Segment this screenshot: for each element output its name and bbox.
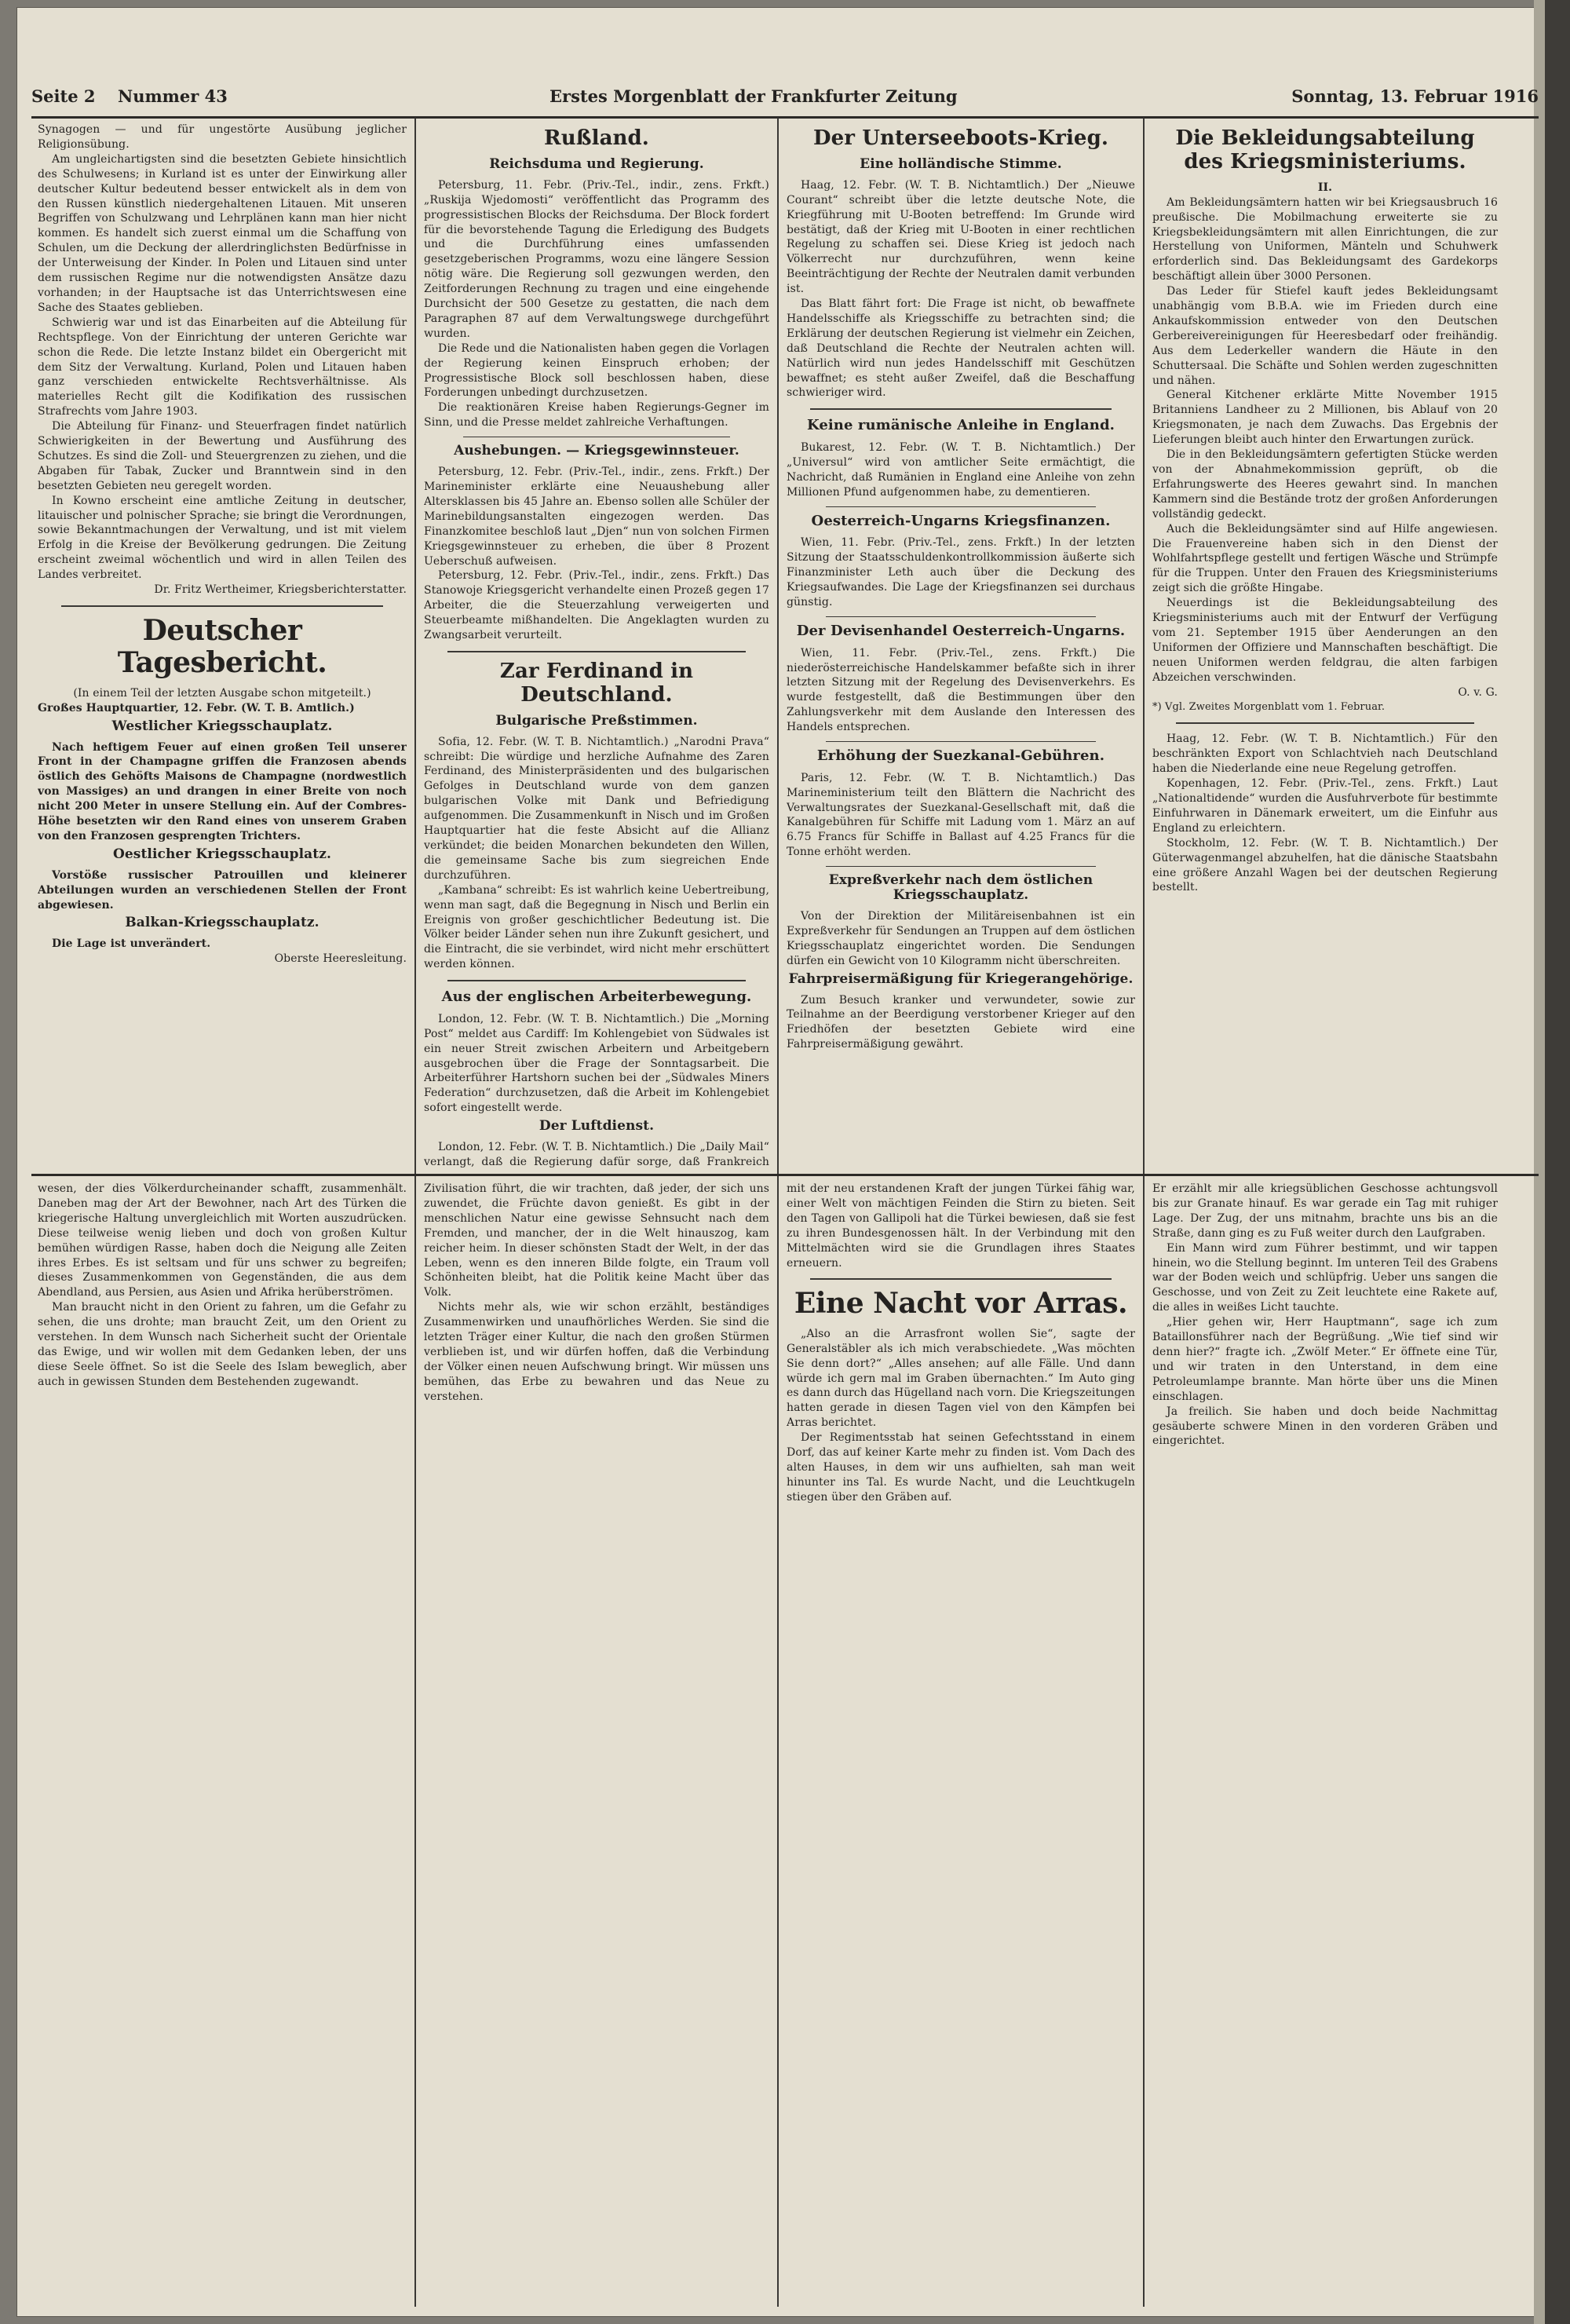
middle-rule [31,1174,1539,1176]
column-3 [787,122,1135,1171]
headline: Der Unterseeboots-Krieg. [812,126,1109,150]
dateline: Großes Hauptquartier, 12. Febr. (W. T. B. Amtlich.) [38,701,355,714]
article-paragraph: Auch die Bekleidungsämter sind auf Hilfe angewiesen. Die Frauenvereine haben sich in den Dienst der Wohlfahrtspflege gestellt und fertigen Wäsche und Strümpfe für die Truppen. Unter den Frauen des Kriegsministeriums zeigt sich die größte Hingabe. [1152,522,1498,595]
headline: Aus der englischen Arbeiterbewegung. [441,988,752,1006]
part-number: II. [1317,181,1333,194]
report-paragraph: Die Lage ist unverändert. [52,937,211,951]
article-paragraph: Der Regimentsstab hat seinen Gefechtsstand in einem Dorf, das auf keiner Karte mehr zu finden ist. Vom Dach des alten Hauses, in dem wir uns aufhielten, sah man weit hinunter ins Tal. Es wurde Nacht, und die Leuchtkugeln stiegen über den Gräben auf. [787,1431,1135,1504]
article-paragraph: Wien, 11. Febr. (Priv.-Tel., zens. Frkft.) Die niederösterreichische Handelskammer befaßte sich in ihrer letzten Sitzung mit der Regelung des Devisenverkehrs. Es wurde festgestellt, daß die Bestimmungen über den Zahlungsverkehr mit dem Auslande den Interessen des Handels entsprechen. [787,646,1135,734]
subheading: Expreßverkehr nach dem östlichen Kriegsschauplatz. [828,872,1094,904]
separator [826,506,1096,507]
separator [810,1278,1112,1280]
article-paragraph: Kopenhagen, 12. Febr. (Priv.-Tel., zens. Frkft.) Laut „Nationaltidende“ wurden die Ausfuhrverbote für bestimmte Einfuhrwaren in Dänemark erweitert, um die Einfuhr aus England zu erleichtern. [1152,777,1498,835]
article-paragraph: London, 12. Febr. (W. T. B. Nichtamtlich.) Die „Morning Post“ meldet aus Cardiff: Im Kohlengebiet von Südwales ist ein neuer Streit zwischen Arbeitern und Arbeitgebern ausgebrochen über die Frage der Sonntagsarbeit. Die Arbeiterführer Hartshorn suchen bei der „Südwales Miners Federation“ durchzusetzen, daß die Arbeit im Kohlengebiet sofort eingestellt werde. [424,1012,769,1115]
article-paragraph: London, 12. Febr. (W. T. B. Nichtamtlich.) Die „Daily Mail“ verlangt, daß die Regierung dafür sorge, daß Frankreich [424,1141,769,1169]
article-paragraph: Haag, 12. Febr. (W. T. B. Nichtamtlich.) Für den beschränkten Export von Schlachtvieh nach Deutschland haben die Niederlande eine neue Regelung getroffen. [1152,733,1498,776]
column-rule [1143,118,1145,1174]
article-paragraph: „Kambana“ schreibt: Es ist wahrlich keine Uebertreibung, wenn man sagt, daß die Begegnung in Nisch und Berlin ein Ereignis von großer geschichtlicher Bedeutung ist. Die Völker beider Länder sehen nun ihre Zukunft gesichert, und die Eintracht, die sie verbindet, wird nicht mehr erschüttert werden können. [424,883,769,971]
subheading: Westlicher Kriegsschauplatz. [111,718,333,734]
column-1 [38,122,407,1171]
subheading: Fahrpreisermäßigung für Kriegerangehörige. [788,970,1134,987]
column-rule [777,118,779,1174]
article-paragraph: Petersburg, 12. Febr. (Priv.-Tel., indir., zens. Frkft.) Das Stanowoje Kriegsgericht verhandelte einen Prozeß gegen 17 Arbeiter, die die Steuerzahlung verweigerten und Steuerbeamte mißhandelten. Die Angeklagten wurden zu Zwangsarbeit verurteilt. [424,569,769,642]
article-paragraph: Paris, 12. Febr. (W. T. B. Nichtamtlich.) Das Marineministerium teilt den Blättern die Nachricht des Verwaltungsrates der Suezkanal-Gesellschaft mit, daß die Kanalgebühren für Schiffe mit Ladung vom 1. März an auf 6.75 Francs für Schiffe in Ballast auf 4.25 Francs für die Tonne erhöht werden. [787,771,1135,859]
signature: Oberste Heeresleitung. [274,952,407,966]
article-paragraph: Haag, 12. Febr. (W. T. B. Nichtamtlich.) Der „Nieuwe Courant“ schreibt über die letzte deutsche Note, die Kriegführung mit U-Booten betreffend: Im Grunde wird bestätigt, daß der Krieg mit U-Booten in einer rechtlichen Regelung zu schaffen sei. Diese Krieg ist jedoch nach Völkerrecht nur durchzuführen, wenn keine Beeinträchtigung der Rechte der Neutralen damit verbunden ist. [787,178,1135,296]
page-edge-shadow [1534,0,1570,2324]
top-rule [31,116,1539,119]
column-rule [1143,1176,1145,2307]
subheading: Eine holländische Stimme. [860,155,1062,172]
article-paragraph: „Hier gehen wir, Herr Hauptmann“, sage ich zum Bataillonsführer nach der Begrüßung. „Wie tief sind wir denn hier?“ fragte ich. „Zwölf Meter.“ Er öffnete eine Tür, und wir traten in den Unterstand, in dem eine Petroleumlampe brannte. Man hörte über uns die Minen einschlagen. [1152,1316,1498,1403]
subheading: Oestlicher Kriegsschauplatz. [112,846,332,862]
article-paragraph: Er erzählt mir alle kriegsüblichen Geschosse achtungsvoll bis zur Granate hinauf. Es war gerade ein Tag mit ruhiger Lage. Der Zug, der uns mitnahm, brachte uns bis an die Straße, dann ging es zu Fuß weiter durch den Laufgraben. [1152,1182,1498,1240]
headline: Keine rumänische Anleihe in England. [806,417,1115,434]
article-paragraph: Schwierig war und ist das Einarbeiten auf die Abteilung für Rechtspflege. Von der Einrichtung der unteren Gerichte war schon die Rede. Die letzte Instanz bildet ein Obergericht mit dem Sitz der Verwaltung. Kurland, Polen und Litauen haben ganz verschieden entwickelte Rechtsverhältnisse. Als materielles Recht gilt die Kodifikation des russischen Strafrechts vom Jahre 1903. [38,316,407,418]
lower-column-1 [38,1182,407,2297]
article-paragraph: Stockholm, 12. Febr. (W. T. B. Nichtamtlich.) Der Güterwagenmangel abzuhelfen, hat die dänische Staatsbahn eine größere Anzahl Wagen bei der deutschen Regierung bestellt. [1152,836,1498,894]
article-paragraph: Nichts mehr als, wie wir schon erzählt, beständiges Zusammenwirken und unaufhörliches Werden. Sie sind die letzten Träger einer Kultur, die nach den großen Stürmen verblieben ist, und wir dürfen hoffen, daß die Verbindung der Völker einen neuen Aufschwung bringt. Wir müssen uns bemühen, das Erbe zu bewahren und das Neue zu verstehen. [424,1301,769,1403]
article-paragraph: Synagogen — und für ungestörte Ausübung jeglicher Religionsübung. [38,123,407,151]
lower-column-4 [1152,1182,1498,2297]
subheading: Aushebungen. — Kriegsgewinnsteuer. [454,443,739,459]
subheading: Reichsduma und Regierung. [489,155,704,172]
article-paragraph: Petersburg, 11. Febr. (Priv.-Tel., indir., zens. Frkft.) „Ruskija Wjedomosti“ veröffentlicht das Programm des progressistischen Blocks der Reichsduma. Der Block fordert für die bevorstehende Tagung die Erledigung des Budgets und die Durchführung eines umfassenden gesetzgeberischen Programms, wozu eine längere Session nötig wäre. Die Regierung soll gezwungen werden, den Zeitforderungen Rechnung zu tragen und eine eingehende Durchsicht der 500 Gesetze zu gestatten, die nach dem Paragraphen 87 auf dem Verwaltungswege durchgeführt wurden. [424,178,769,340]
article-paragraph: mit der neu erstandenen Kraft der jungen Türkei fähig war, einer Welt von mächtigen Feinden die Stirn zu bieten. Seit den Tagen von Gallipoli hat die Türkei bewiesen, daß sie fest zu ihren Bundesgenossen hält. In der Verbindung mit den Mittelmächten wird sie die Grundlagen ihres Staates erneuern. [787,1182,1135,1270]
article-paragraph: Das Leder für Stiefel kauft jedes Bekleidungsamt unabhängig vom B.B.A. wie im Frieden durch eine Ankaufskommission entweder von den Deutschen Gerbereivereinigungen für Heeresbedarf oder freihändig. Aus dem Lederkeller wandern die Häute in den Schuttersaal. Die Schäfte und Sohlen werden zugeschnitten und nähen. [1152,285,1498,387]
article-paragraph: Ein Mann wird zum Führer bestimmt, und wir tappen hinein, wo die Stellung beginnt. Im unteren Teil des Grabens war der Boden weich und schlüpfrig. Ueber uns sangen die Geschosse, und von Zeit zu Zeit leuchtete eine Rakete auf, die alles in weißes Licht tauchte. [1152,1241,1498,1314]
issue-number: Nummer 43 [118,86,228,106]
report-paragraph: Nach heftigem Feuer auf einen großen Teil unserer Front in der Champagne griffen die Franzosen abends östlich des Gehöfts Maisons de Champagne (nordwestlich von Massiges) an und drangen in einer Breite von noch nicht 200 Meter in unsere Stellung ein. Auf der Combres-Höhe besetzten wir den Rand eines von unserem Graben von den Franzosen gesprengten Trichters. [38,740,407,842]
article-paragraph: In Kowno erscheint eine amtliche Zeitung in deutscher, litauischer und polnischer Sprache; sie bringt die Verordnungen, sowie Bekanntmachungen der Verwaltung, und ist mit vielem Erfolg in die Kreise der Bevölkerung gedrungen. Die Zeitung erscheint zweimal wöchentlich und wird in allen Teilen des Landes verbreitet. [38,494,407,582]
headline: Zar Ferdinand in Deutschland. [499,659,694,707]
article-paragraph: General Kitchener erklärte Mitte November 1915 Britanniens Landheer zu 2 Millionen, bis Ablauf von 20 Kriegsmonaten, je nach dem Zuwachs. Das Ergebnis der Lieferungen bleibt auch hinter den Erwartungen zurück. [1152,389,1498,447]
article-paragraph: Ja freilich. Sie haben und doch beide Nachmittag gesäuberte schwere Minen in den vorderen Gräben und eingerichtet. [1152,1405,1498,1448]
headline: Die Bekleidungsabteilung des Kriegsministeriums. [1175,126,1475,174]
article-paragraph: Die Abteilung für Finanz- und Steuerfragen findet natürlich Schwierigkeiten in der Bewertung und Ausführung des Schutzes. Es sind die Zoll- und Steuergrenzen zu ziehen, und die Abgaben für Tabak, Zucker und Branntwein sind in den besetzten Gebieten neu geregelt worden. [38,420,407,492]
article-paragraph: Das Blatt fährt fort: Die Frage ist nicht, ob bewaffnete Handelsschiffe als Kriegsschiffe zu betrachten sind; die Erklärung der deutschen Regierung ist vielmehr ein Zeichen, daß Deutschland die Rechte der Neutralen achten will. Natürlich wird nun jedes Handelsschiff mit Geschützen bewaffnet; es steht außer Zweifel, daß die Beschaffung schwieriger wird. [787,298,1135,400]
separator [1176,722,1474,724]
subheading: Bulgarische Preßstimmen. [495,712,698,729]
article-paragraph: Die in den Bekleidungsämtern gefertigten Stücke werden von der Abnahmekommission geprüft, ob die Erfahrungswerte des Heeres gewahrt sind. In manchen Kammern sind die Bestände trotz der großen Anforderungen vollständig gedeckt. [1152,448,1498,521]
headline: Der Devisenhandel Oesterreich-Ungarns. [796,622,1126,639]
article-paragraph: Man braucht nicht in den Orient zu fahren, um die Gefahr zu sehen, die uns drohte; man braucht Zeit, um den Orient zu verstehen. In dem Wunsch nach Sicherheit sucht der Orientale das Ewige, und wir wollen mit dem Gedanken leben, der uns diese Seele öffnet. So ist die Seele des Islam beweglich, aber auch in gewissen Stunden dem Bestehenden zugewandt. [38,1301,407,1388]
separator [826,616,1096,617]
article-paragraph: Neuerdings ist die Bekleidungsabteilung des Kriegsministeriums auch mit der Entwurf der Verfügung vom 21. September 1915 über Aenderungen an den Uniformen der Offiziere und Mannschaften beschäftigt. Die neuen Uniformen werden feldgrau, die alten farbigen Abzeichen verschwinden. [1152,597,1498,684]
report-paragraph: Vorstöße russischer Patrouillen und kleinerer Abteilungen wurden an verschiedenen Stellen der Front abgewiesen. [38,868,407,912]
article-paragraph: Sofia, 12. Febr. (W. T. B. Nichtamtlich.) „Narodni Prava“ schreibt: Die würdige und herzliche Aufnahme des Zaren Ferdinand, des Ministerpräsidenten und des bulgarischen Gefolges in Deutschland wurde von dem ganzen bulgarischen Volke mit Dank und Befriedigung aufgenommen. Die Zusammenkunft in Nisch und im Großen Hauptquartier hat die feste Absicht auf die Allianz verkündet; die beiden Monarchen bekundeten den Willen, die gemeinsame Sache bis zum siegreichen Ende durchzuführen. [424,735,769,882]
headline: Rußland. [544,126,649,150]
article-paragraph: Bukarest, 12. Febr. (W. T. B. Nichtamtlich.) Der „Universul“ wird von amtlicher Seite ermächtigt, die Nachricht, daß Rumänien in England eine Anleihe von zehn Millionen Pfund aufgenommen habe, zu dementieren. [787,441,1135,499]
column-4 [1152,122,1498,1171]
headline: Erhöhung der Suezkanal-Gebühren. [816,747,1105,765]
column-rule [414,1176,416,2307]
lower-column-2 [424,1182,769,2297]
issue-date: Sonntag, 13. Februar 1916 [1291,86,1539,106]
article-paragraph: Petersburg, 12. Febr. (Priv.-Tel., indir., zens. Frkft.) Der Marineminister erklärte eine Neuaushebung aller Altersklassen bis 45 Jahre an. Ebenso sollen alle Schüler der Marinebildungsanstalten eingezogen werden. Das Finanzkomitee beschloß laut „Djen“ nun von solchen Firmen Kriegsgewinnsteuer zu erheben, die über 8 Prozent Ueberschuß aufweisen. [424,466,769,568]
running-head [31,80,1539,110]
article-paragraph: Wien, 11. Febr. (Priv.-Tel., zens. Frkft.) In der letzten Sitzung der Staatsschuldenkontrollkommission äußerte sich Finanzminister Leth auch über die Deckung des Kriegsaufwandes. Die Lage der Kriegsfinanzen sei durchaus günstig. [787,536,1135,609]
page-number: Seite 2 [31,86,96,106]
footnote: *) Vgl. Zweites Morgenblatt vom 1. Februar. [1152,700,1386,713]
subheading: Der Luftdienst. [539,1118,655,1135]
headline: Oesterreich-Ungarns Kriegsfinanzen. [811,512,1111,529]
separator [826,866,1096,867]
headline: Deutscher Tagesbericht. [117,614,327,680]
separator [447,980,746,981]
column-rule [414,118,416,1174]
subheading: Balkan-Kriegsschauplatz. [125,915,319,931]
article-paragraph: Zivilisation führt, die wir trachten, daß jeder, der sich uns zuwendet, die Früchte davon genießt. Es gibt in der menschlichen Natur eine gewisse Sehnsucht nach dem Fremden, und mancher, der in die Welt hinauszog, kam reicher heim. In dieser schönsten Stadt der Welt, in der das Leben, wenn es den inneren Bilde folgte, ein Traum voll Schönheiten bleibt, hat die Politik keine Macht über das Volk. [424,1182,769,1299]
article-paragraph: Am ungleichartigsten sind die besetzten Gebiete hinsichtlich des Schulwesens; in Kurland ist es unter der Einwirkung aller deutscher Kultur bedeutend besser entwickelt als in dem von den Russen künstlich niedergehaltenen Litauen. Mit unseren Begriffen von Schulzwang und Lehrplänen kann man hier nicht kommen. Es handelt sich zuerst einmal um die Schaffung von Schulen, um die Deckung der allerdringlichsten Bedürfnisse in der Unterweisung der Kinder. In Polen und Litauen sind unter dem russischen Regime nur die notwendigsten Ansätze dazu vorhanden; in der Hauptsache ist das Unterrichtswesen eine Sache des Staates geblieben. [38,152,407,314]
article-paragraph: Die Rede und die Nationalisten haben gegen die Vorlagen der Regierung keinen Einspruch erhoben; der Progressistische Block soll beschlossen haben, diese Forderungen unbedingt durchzusetzen. [424,342,769,400]
article-paragraph: „Also an die Arrasfront wollen Sie“, sagte der Generalstäbler als ich mich verabschiedete. „Was möchten Sie denn dort?“ „Alles ansehen; auf alle Fälle. Und dann würde ich gern mal im Graben übernachten.“ Im Auto ging es dann durch das Hügelland nach vorn. Die Kriegszeitungen hatten gerade in diesen Tagen viel von den Kämpfen bei Arras berichtet. [787,1327,1135,1430]
article-paragraph: Von der Direktion der Militäreisenbahnen ist ein Expreßverkehr für Sendungen an Truppen auf dem östlichen Kriegsschauplatz eingerichtet worden. Die Sendungen dürfen ein Gewicht von 10 Kilogramm nicht überschreiten. [787,909,1135,967]
separator [447,651,746,652]
separator [61,605,383,607]
article-paragraph: wesen, der dies Völkerdurcheinander schafft, zusammenhält. Daneben mag der Art der Bewohner, nach Art des Türken die kriegerische Haltung unvergleichlich mit Worten auszudrücken. Diese teilweise wenig lieben und doch von großen Kultur bemühen würdigen Rasse, haben doch die Neigung alle Zeiten ihres Erbes. Es ist seltsam und für uns schwer zu begreifen; dieses Zusammenkommen von Gegenständen, die aus dem Abendland, aus Persien, aus Asien und Afrika herüberströmen. [38,1182,407,1299]
separator [826,741,1096,742]
byline: Dr. Fritz Wertheimer, Kriegsberichterstatter. [154,583,407,597]
lower-column-3 [787,1182,1135,2297]
separator [810,408,1112,410]
signature: O. v. G. [1458,685,1498,699]
article-paragraph: Am Bekleidungsämtern hatten wir bei Kriegsausbruch 16 preußische. Die Mobilmachung erweiterte sie zu Kriegsbekleidungsämtern mit allen Einrichtungen, die zur Herstellung von Uniformen, Mänteln und Schuhwerk erforderlich sind. Das Bekleidungsamt des Gardekorps beschäftigt allein über 3000 Personen. [1152,195,1498,283]
column-rule [777,1176,779,2307]
article-paragraph: Zum Besuch kranker und verwundeter, sowie zur Teilnahme an der Beerdigung verstorbener Krieger auf den Friedhöfen der besetzten Gebiete wird eine Fahrpreisermäßigung gewährt. [787,993,1135,1051]
newspaper-title: Erstes Morgenblatt der Frankfurter Zeitung [550,86,958,106]
article-paragraph: Die reaktionären Kreise haben Regierungs-Gegner im Sinn, und die Presse meldet zahlreiche Verhaftungen. [424,401,769,429]
column-2 [424,122,769,1171]
note: (In einem Teil der letzten Ausgabe schon mitgeteilt.) [73,686,371,700]
headline: Eine Nacht vor Arras. [794,1287,1128,1321]
